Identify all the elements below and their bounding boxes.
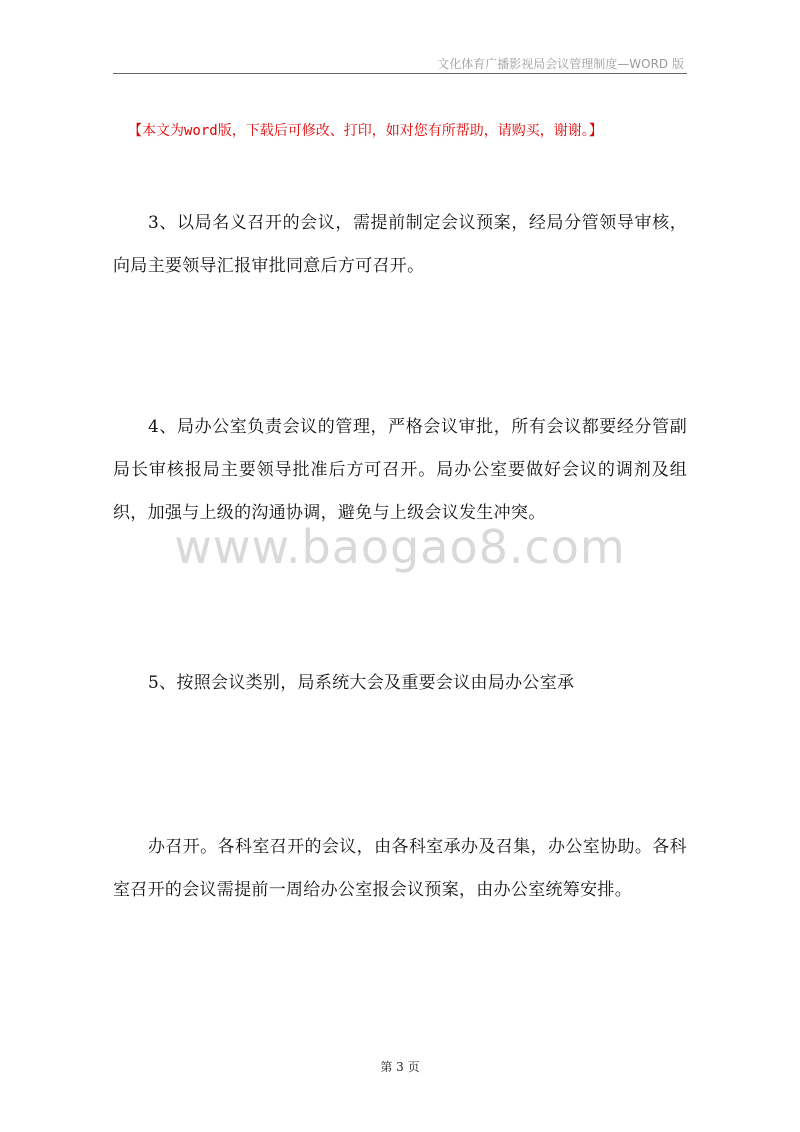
paragraph-item-4: 4、局办公室负责会议的管理，严格会议审批，所有会议都要经分管副局长审核报局主要领导批准后方可召开。局办公室要做好会议的调剂及组织，加强与上级的沟通协调，避免与上级会议发生冲突。 — [113, 417, 687, 523]
paragraph-item-5: 5、按照会议类别，局系统大会及重要会议由局办公室承 — [148, 673, 575, 693]
header-title: 文化体育广播影视局会议管理制度—WORD 版 — [437, 57, 684, 71]
paragraph-item-3: 3、以局名义召开的会议，需提前制定会议预案，经局分管领导审核，向局主要领导汇报审批同意后方可召开。 — [113, 213, 687, 276]
purchase-notice: 【本文为word版，下载后可修改、打印，如对您有所帮助，请购买，谢谢。】 — [128, 123, 603, 139]
header-divider — [113, 73, 687, 74]
page-number: 第 3 页 — [380, 1060, 420, 1074]
paragraph-continuation: 办召开。各科室召开的会议，由各科室承办及召集，办公室协助。各科室召开的会议需提前一周给办公室报会议预案，由办公室统筹安排。 — [113, 837, 687, 900]
watermark: www.baogao8.com — [174, 520, 626, 574]
